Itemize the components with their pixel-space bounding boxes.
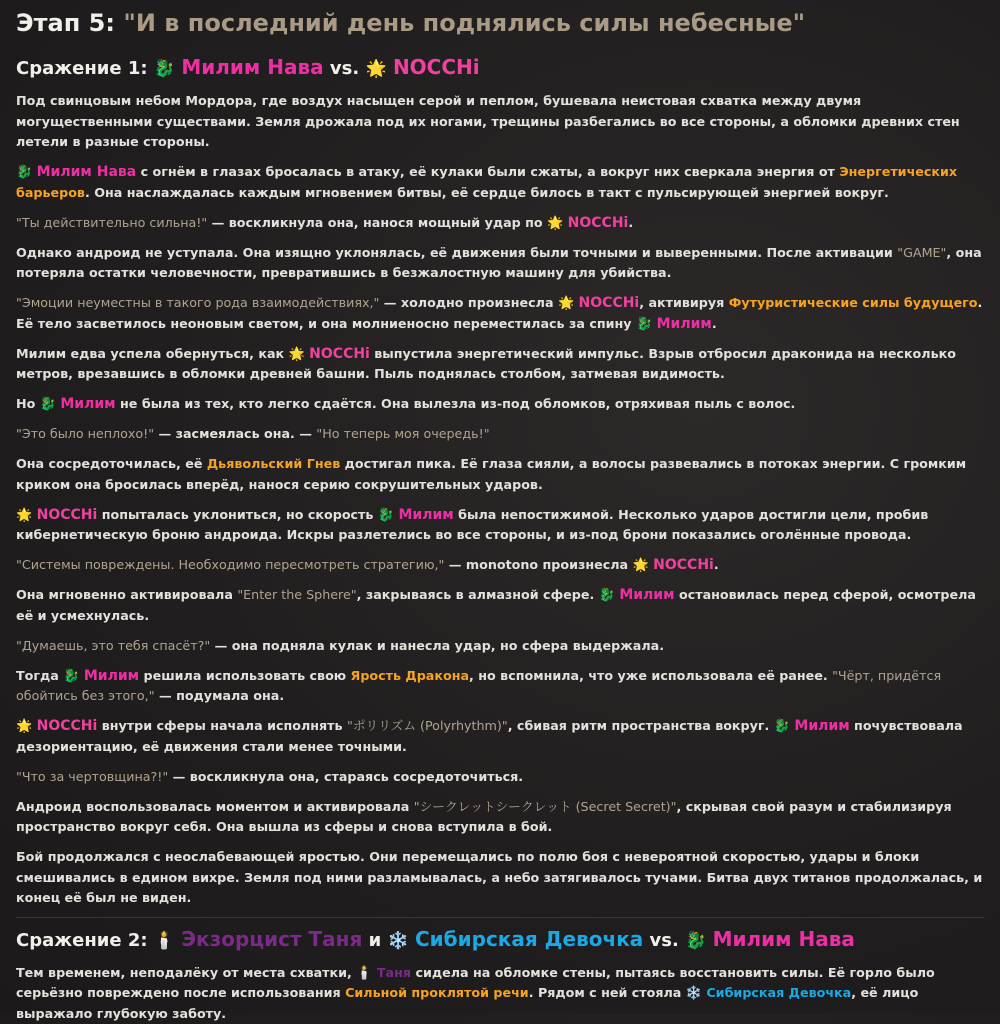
- text: — воскликнула она, нанося мощный удар по: [207, 215, 547, 230]
- text: Тогда: [16, 668, 63, 683]
- paragraph: [16, 555, 984, 576]
- paragraph: [16, 585, 984, 626]
- star-icon: 🌟: [558, 297, 574, 310]
- tanya-name: Экзорцист Таня: [181, 927, 362, 951]
- battle-2-text: [16, 963, 984, 1024]
- text: — подумала она.: [155, 688, 285, 703]
- star-icon: 🌟: [289, 348, 305, 361]
- snowflake-icon: ❄️: [686, 987, 702, 1000]
- text: с огнём в глазах бросалась в атаку, её кулаки были сжаты, а вокруг них сверкала энергия от: [136, 164, 839, 179]
- dragon-icon: 🐉: [378, 509, 394, 522]
- text: — она подняла кулак и нанесла удар, но сфера выдержала.: [210, 638, 664, 653]
- paragraph: [16, 344, 984, 385]
- paragraph: Под свинцовым небом Мордора, где воздух насыщен серой и пеплом, бушевала неистовая схватка между двумя могущественными существами. Земля дрожала под их ногами, трещины разбегались во все стороны, а обломки древних стен летели в разные стороны.: [16, 91, 984, 153]
- text: Она сосредоточилась, её: [16, 456, 207, 471]
- quote: "Но теперь моя очередь!": [316, 426, 489, 441]
- candle-icon: 🕯️: [356, 967, 372, 980]
- text: , активируя: [639, 295, 729, 310]
- dragon-icon: 🐉: [599, 589, 615, 602]
- text: . Она наслаждалась каждым мгновением битвы, её сердце билось в такт с пульсирующей энергией вокруг.: [85, 185, 889, 200]
- paragraph: [16, 636, 984, 657]
- section-divider: [16, 917, 984, 918]
- nocchi-name: NOCCHi: [37, 718, 98, 734]
- vs-label: vs.: [330, 58, 359, 79]
- battle-1-heading: [16, 51, 984, 85]
- text: — холодно произнесла: [379, 295, 558, 310]
- star-icon: 🌟: [16, 509, 32, 522]
- ability-name: Энергетических барьеров: [16, 164, 957, 200]
- nocchi-name: NOCCHi: [653, 557, 714, 573]
- milim-name: Милим: [60, 396, 115, 412]
- milim-name: Милим: [794, 718, 849, 734]
- text: , её лицо выражало глубокую заботу.: [16, 985, 918, 1021]
- star-icon: 🌟: [16, 720, 32, 733]
- text: , скрывая свой разум и стабилизируя пространство вокруг себя. Она вышла из сферы и снова вступила в бой.: [16, 799, 952, 835]
- candle-icon: 🕯️: [154, 933, 175, 950]
- text: попыталась уклониться, но скорость: [97, 507, 378, 522]
- nocchi-name: NOCCHi: [579, 295, 640, 311]
- dragon-icon: 🐉: [63, 670, 79, 683]
- dragon-icon: 🐉: [685, 933, 706, 950]
- ability-name: Сильной проклятой речи: [345, 985, 529, 1000]
- dragon-icon: 🐉: [40, 398, 56, 411]
- text: Но: [16, 396, 40, 411]
- quote: "ポリリズム (Polyrhythm)": [347, 718, 508, 733]
- and-label: и: [369, 930, 382, 951]
- quote: "Это было неплохо!": [16, 426, 154, 441]
- text: , но вспомнила, что уже использовала её ранее.: [469, 668, 832, 683]
- dragon-icon: 🐉: [16, 166, 32, 179]
- text: достигал пика. Её глаза сияли, а волосы развевались в потоках энергии. С громким криком она бросилась вперёд, нанося серию сокрушительных ударов.: [16, 456, 966, 492]
- paragraph: [16, 162, 984, 203]
- milim-name: Милим: [619, 587, 674, 603]
- paragraph: [16, 424, 984, 445]
- stage-title: "И в последний день поднялись силы небесные": [123, 9, 805, 37]
- paragraph: [16, 213, 984, 234]
- siberian-name: Сибирская Девочка: [415, 927, 643, 951]
- quote: "シークレットシークレット (Secret Secret)": [414, 799, 677, 814]
- quote: "Чёрт, придётся обойтись без этого,": [16, 668, 941, 704]
- text: почувствовала дезориентацию, её движения стали менее точными.: [16, 718, 963, 754]
- text: .: [714, 557, 719, 572]
- text: не была из тех, кто легко сдаётся. Она вылезла из-под обломков, отряхивая пыль с волос.: [116, 396, 796, 411]
- paragraph: Бой продолжался с неослабевающей яростью. Они перемещались по полю боя с невероятной скоростью, удары и блоки смешивались в едином вихре. Земля под ними разламывалась, а небо затягивалось тучами. Битва двух титанов продолжалась, и конец её был не виден.: [16, 847, 984, 909]
- text: Андроид воспользовалась моментом и активировала: [16, 799, 414, 814]
- text: Однако андроид не уступала. Она изящно уклонялась, её движения были точными и выверенными. После активации: [16, 245, 897, 260]
- quote: "Эмоции неуместны в такого рода взаимодействиях,": [16, 295, 379, 310]
- text: , закрываясь в алмазной сфере.: [357, 587, 599, 602]
- star-icon: 🌟: [633, 559, 649, 572]
- text: остановилась перед сферой, осмотрела её и усмехнулась.: [16, 587, 976, 623]
- tanya-name: Таня: [377, 965, 411, 980]
- paragraph: [16, 505, 984, 546]
- paragraph: [16, 666, 984, 707]
- paragraph: [16, 394, 984, 415]
- siberian-name: Сибирская Девочка: [706, 985, 851, 1000]
- document-page: [16, 6, 984, 1024]
- snowflake-icon: ❄️: [388, 933, 409, 950]
- paragraph: [16, 716, 984, 757]
- dragon-icon: 🐉: [154, 61, 175, 78]
- quote: "Ты действительно сильна!": [16, 215, 207, 230]
- ability-name: Ярость Дракона: [351, 668, 469, 683]
- star-icon: 🌟: [365, 61, 386, 78]
- paragraph: [16, 454, 984, 495]
- milim-name: Милим Нава: [181, 55, 323, 79]
- battle-2-heading: [16, 923, 984, 957]
- paragraph: [16, 243, 984, 284]
- quote: "Системы повреждены. Необходимо пересмотреть стратегию,": [16, 557, 444, 572]
- battle-2-prefix: Сражение 2:: [16, 930, 148, 951]
- dragon-icon: 🐉: [774, 720, 790, 733]
- text: была непостижимой. Несколько ударов достигли цели, пробив кибернетическую броню андроида. Искры разлетелись во все стороны, и из-под брони показались оголённые провода.: [16, 507, 928, 543]
- nocchi-name: NOCCHi: [309, 346, 370, 362]
- nocchi-name: NOCCHi: [393, 55, 480, 79]
- paragraph: [16, 963, 984, 1024]
- text: сидела на обломке стены, пытаясь восстановить силы. Её горло было серьёзно повреждено после использования: [16, 965, 935, 1001]
- ability-name: Дьявольский Гнев: [207, 456, 340, 471]
- text: Тем временем, неподалёку от места схватки,: [16, 965, 356, 980]
- text: . Рядом с ней стояла: [529, 985, 686, 1000]
- paragraph: [16, 767, 984, 788]
- quote: "Думаешь, это тебя спасёт?": [16, 638, 210, 653]
- text: — засмеялась она. —: [154, 426, 316, 441]
- text: — воскликнула она, стараясь сосредоточиться.: [168, 769, 523, 784]
- stage-prefix: Этап 5:: [16, 9, 115, 37]
- paragraph: [16, 797, 984, 838]
- text: внутри сферы начала исполнять: [97, 718, 347, 733]
- milim-name: Милим Нава: [37, 164, 137, 180]
- text: Она мгновенно активировала: [16, 587, 237, 602]
- text: выпустила энергетический импульс. Взрыв отбросил драконида на несколько метров, врезавшись в обломки древней башни. Пыль поднялась столбом, затмевая видимость.: [16, 346, 956, 382]
- stage-heading: [16, 6, 984, 40]
- text: .: [628, 215, 633, 230]
- text: .: [712, 316, 717, 331]
- vs-label: vs.: [650, 930, 679, 951]
- milim-name: Милим: [398, 507, 453, 523]
- text: решила использовать свою: [139, 668, 350, 683]
- dragon-icon: 🐉: [636, 318, 652, 331]
- nocchi-name: NOCCHi: [37, 507, 98, 523]
- paragraph: [16, 293, 984, 334]
- text: . Её тело засветилось неоновым светом, и она молниеносно переместилась за спину: [16, 295, 982, 331]
- text: , она потеряла остатки человечности, превратившись в безжалостную машину для убийства.: [16, 245, 982, 281]
- milim-name: Милим Нава: [713, 927, 855, 951]
- text: , сбивая ритм пространства вокруг.: [508, 718, 774, 733]
- battle-1-text: [16, 91, 984, 909]
- ability-name: Футуристические силы будущего: [729, 295, 978, 310]
- quote: "GAME": [897, 245, 946, 260]
- quote: "Что за чертовщина?!": [16, 769, 168, 784]
- battle-1-prefix: Сражение 1:: [16, 58, 148, 79]
- star-icon: 🌟: [547, 217, 563, 230]
- milim-name: Милим: [84, 668, 139, 684]
- nocchi-name: NOCCHi: [568, 215, 629, 231]
- text: Милим едва успела обернуться, как: [16, 346, 289, 361]
- text: — monotono произнесла: [444, 557, 632, 572]
- quote: "Enter the Sphere": [237, 587, 356, 602]
- milim-name: Милим: [657, 316, 712, 332]
